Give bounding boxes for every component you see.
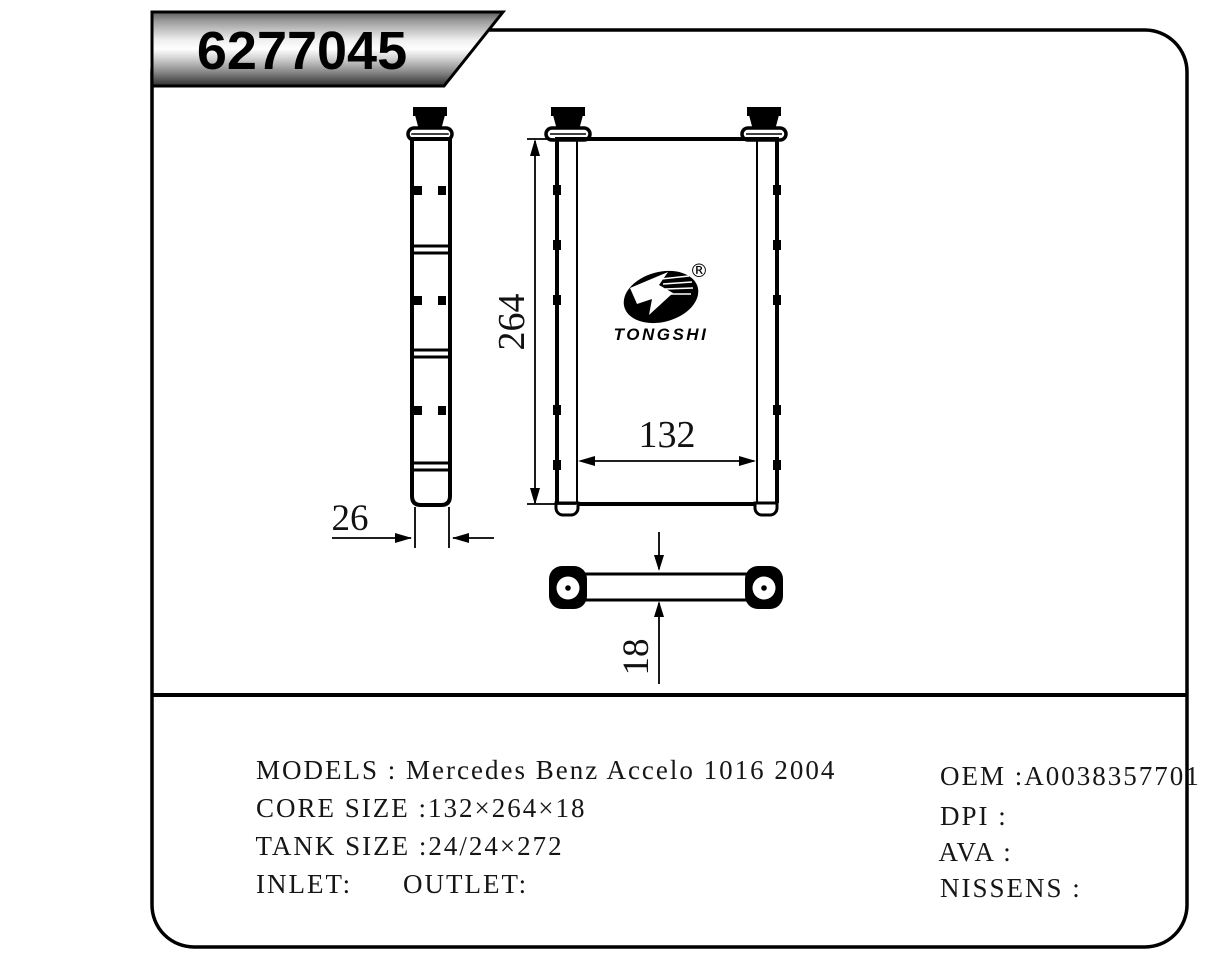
part-number: 6277045 [196,21,408,81]
core-size-value: 132×264×18 [428,793,587,823]
side-view [408,107,452,505]
core-size-label: CORE SIZE : [256,793,429,823]
dimension-width [578,414,756,466]
registered-trademark-icon: ® [689,260,709,282]
bottom-right-fitting-center [761,585,767,591]
dimension-depth [332,498,495,548]
oem-value: A0038357701 [1024,761,1201,791]
front-left-pipe-cap [551,107,585,116]
dim-thickness-label: 18 [616,638,657,676]
nissens-label: NISSENS : [940,873,1082,903]
dim-depth-label: 26 [331,498,369,539]
right-tank-bottom-cap [755,503,777,515]
front-right-pipe-cap [747,107,781,116]
oem-label: OEM : [940,761,1025,791]
models-label: MODELS : [256,755,407,785]
dim-height-label: 264 [491,293,533,351]
tongshi-logo [614,260,709,344]
spec-nissens-row [905,842,1082,935]
dimension-thickness [616,532,664,684]
logo-wordmark: TONGSHI [613,325,709,344]
dpi-label: DPI : [940,801,1008,831]
dim-width-label: 132 [638,414,696,456]
spec-inlet-label [221,838,352,931]
dimension-height [491,139,576,505]
models-value: Mercedes Benz Accelo 1016 2004 [406,755,837,785]
outlet-label: OUTLET: [403,869,529,899]
inlet-label: INLET: [256,869,353,899]
bottom-view [549,566,783,609]
spec-outlet-label [368,838,528,931]
bottom-left-fitting-center [565,585,571,591]
side-pipe-cap [413,107,447,116]
ava-label: AVA : [938,837,1013,867]
tank-size-value: 24/24×272 [428,831,564,861]
tank-size-label: TANK SIZE : [255,831,429,861]
part-number-badge [152,12,503,86]
